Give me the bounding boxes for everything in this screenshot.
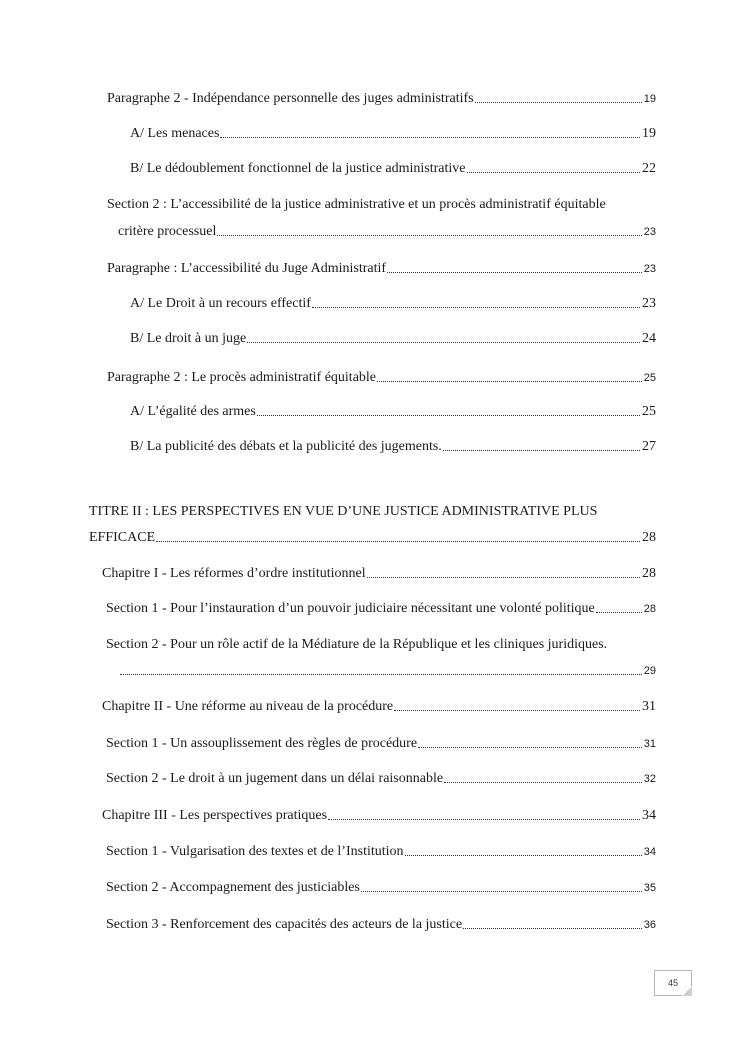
toc-entry-page: 23 [642, 296, 656, 311]
dot-leader [418, 746, 642, 748]
dot-leader [443, 449, 640, 451]
dot-leader [377, 380, 642, 382]
dot-leader [217, 234, 641, 236]
toc-entry[interactable] [130, 403, 656, 421]
dot-leader [361, 890, 642, 892]
toc-entry[interactable] [130, 125, 656, 143]
page-curl-icon [682, 986, 692, 996]
toc-entry-label: Section 1 - Pour l’instauration d’un pouvoir judiciaire nécessitant une volonté politique [106, 601, 595, 616]
toc-entry[interactable] [106, 735, 656, 753]
toc-entry-page: 25 [642, 404, 656, 419]
toc-entry-page: 28 [642, 566, 656, 581]
toc-entry-label: Paragraphe : L’accessibilité du Juge Administratif [107, 261, 387, 276]
toc-entry[interactable] [130, 295, 656, 313]
dot-leader [312, 306, 640, 308]
toc-entry-page: 24 [642, 331, 656, 346]
toc-entry[interactable] [106, 916, 656, 934]
toc-entry[interactable] [107, 90, 656, 108]
dot-leader [247, 341, 640, 343]
toc-entry-page: 22 [642, 161, 656, 176]
toc-entry-label: B/ Le dédoublement fonctionnel de la justice administrative [130, 161, 466, 176]
toc-entry-page: 35 [643, 882, 656, 894]
toc-entry-label: Section 3 - Renforcement des capacités des acteurs de la justice [106, 917, 463, 932]
dot-leader [394, 709, 640, 711]
dot-leader [257, 414, 640, 416]
toc-entry[interactable] [102, 698, 656, 716]
toc-entry-label: B/ La publicité des débats et la publicité des jugements. [130, 439, 442, 454]
toc-entry-page: 28 [643, 603, 656, 615]
toc-entry[interactable] [130, 330, 656, 348]
toc-entry-page: 19 [643, 93, 656, 105]
toc-entry-page: 36 [643, 919, 656, 931]
dot-leader [475, 101, 642, 103]
dot-leader [367, 576, 640, 578]
dot-leader [120, 673, 642, 675]
toc-entry[interactable] [118, 223, 656, 241]
dot-leader [596, 611, 642, 613]
toc-entry-label-line1: Section 2 - Pour un rôle actif de la Médiature de la République et les cliniques juridiques. [106, 637, 608, 652]
toc-entry-label-line1: Section 2 : L’accessibilité de la justice administrative et un procès administratif équitable [107, 197, 606, 212]
toc-title-line1: TITRE II : LES PERSPECTIVES EN VUE D’UNE JUSTICE ADMINISTRATIVE PLUS [89, 504, 598, 519]
toc-entry-page: 23 [643, 263, 656, 275]
toc-entry[interactable] [106, 600, 656, 618]
toc-entry-label: Chapitre II - Une réforme au niveau de la procédure [102, 699, 394, 714]
toc-entry-label: A/ Les menaces [130, 126, 220, 141]
dot-leader [220, 136, 640, 138]
dot-leader [444, 781, 642, 783]
toc-entry-label: Chapitre I - Les réformes d’ordre institutionnel [102, 566, 366, 581]
toc-entry-page: 28 [642, 530, 656, 545]
toc-entry-page: 19 [642, 126, 656, 141]
dot-leader [405, 854, 642, 856]
toc-entry-page: 32 [643, 773, 656, 785]
toc-entry-label: B/ Le droit à un juge [130, 331, 247, 346]
toc-entry[interactable] [106, 770, 656, 788]
toc-entry[interactable] [107, 369, 656, 387]
toc-entry[interactable] [106, 879, 656, 897]
dot-leader [463, 927, 642, 929]
toc-entry[interactable] [102, 807, 656, 825]
toc-entry-page: 29 [643, 665, 656, 677]
toc-entry[interactable] [107, 260, 656, 278]
toc-entry-label: Section 2 - Accompagnement des justiciables [106, 880, 360, 895]
page-number-box [654, 970, 692, 996]
toc-entry-page: 34 [642, 808, 656, 823]
toc-entry[interactable] [130, 160, 656, 178]
toc-entry-label: critère processuel [118, 224, 217, 239]
toc-entry-page: 31 [642, 699, 656, 714]
toc-entry-label: Section 1 - Vulgarisation des textes et de l’Institution [106, 844, 404, 859]
toc-entry[interactable] [119, 662, 656, 680]
toc-entry-label: Section 1 - Un assouplissement des règles de procédure [106, 736, 418, 751]
dot-leader [467, 171, 640, 173]
toc-entry[interactable] [102, 565, 656, 583]
toc-entry-label: A/ Le Droit à un recours effectif [130, 296, 311, 311]
toc-entry[interactable] [106, 843, 656, 861]
toc-entry-page: 31 [643, 738, 656, 750]
toc-entry-page: 25 [643, 372, 656, 384]
toc-entry-label: Chapitre III - Les perspectives pratiques [102, 808, 328, 823]
dot-leader [328, 818, 640, 820]
toc-entry-label: Paragraphe 2 - Indépendance personnelle des juges administratifs [107, 91, 474, 106]
dot-leader [156, 540, 640, 542]
toc-entry-label: Section 2 - Le droit à un jugement dans un délai raisonnable [106, 771, 444, 786]
toc-entry[interactable] [130, 438, 656, 456]
page-number: 45 [667, 978, 678, 988]
toc-entry-label: EFFICACE [89, 530, 156, 545]
toc-entry[interactable] [89, 529, 656, 547]
dot-leader [387, 271, 642, 273]
toc-entry-label: Paragraphe 2 : Le procès administratif équitable [107, 370, 377, 385]
toc-entry-label: A/ L’égalité des armes [130, 404, 256, 419]
toc-entry-page: 23 [643, 226, 656, 238]
toc-entry-page: 34 [643, 846, 656, 858]
toc-entry-page: 27 [642, 439, 656, 454]
